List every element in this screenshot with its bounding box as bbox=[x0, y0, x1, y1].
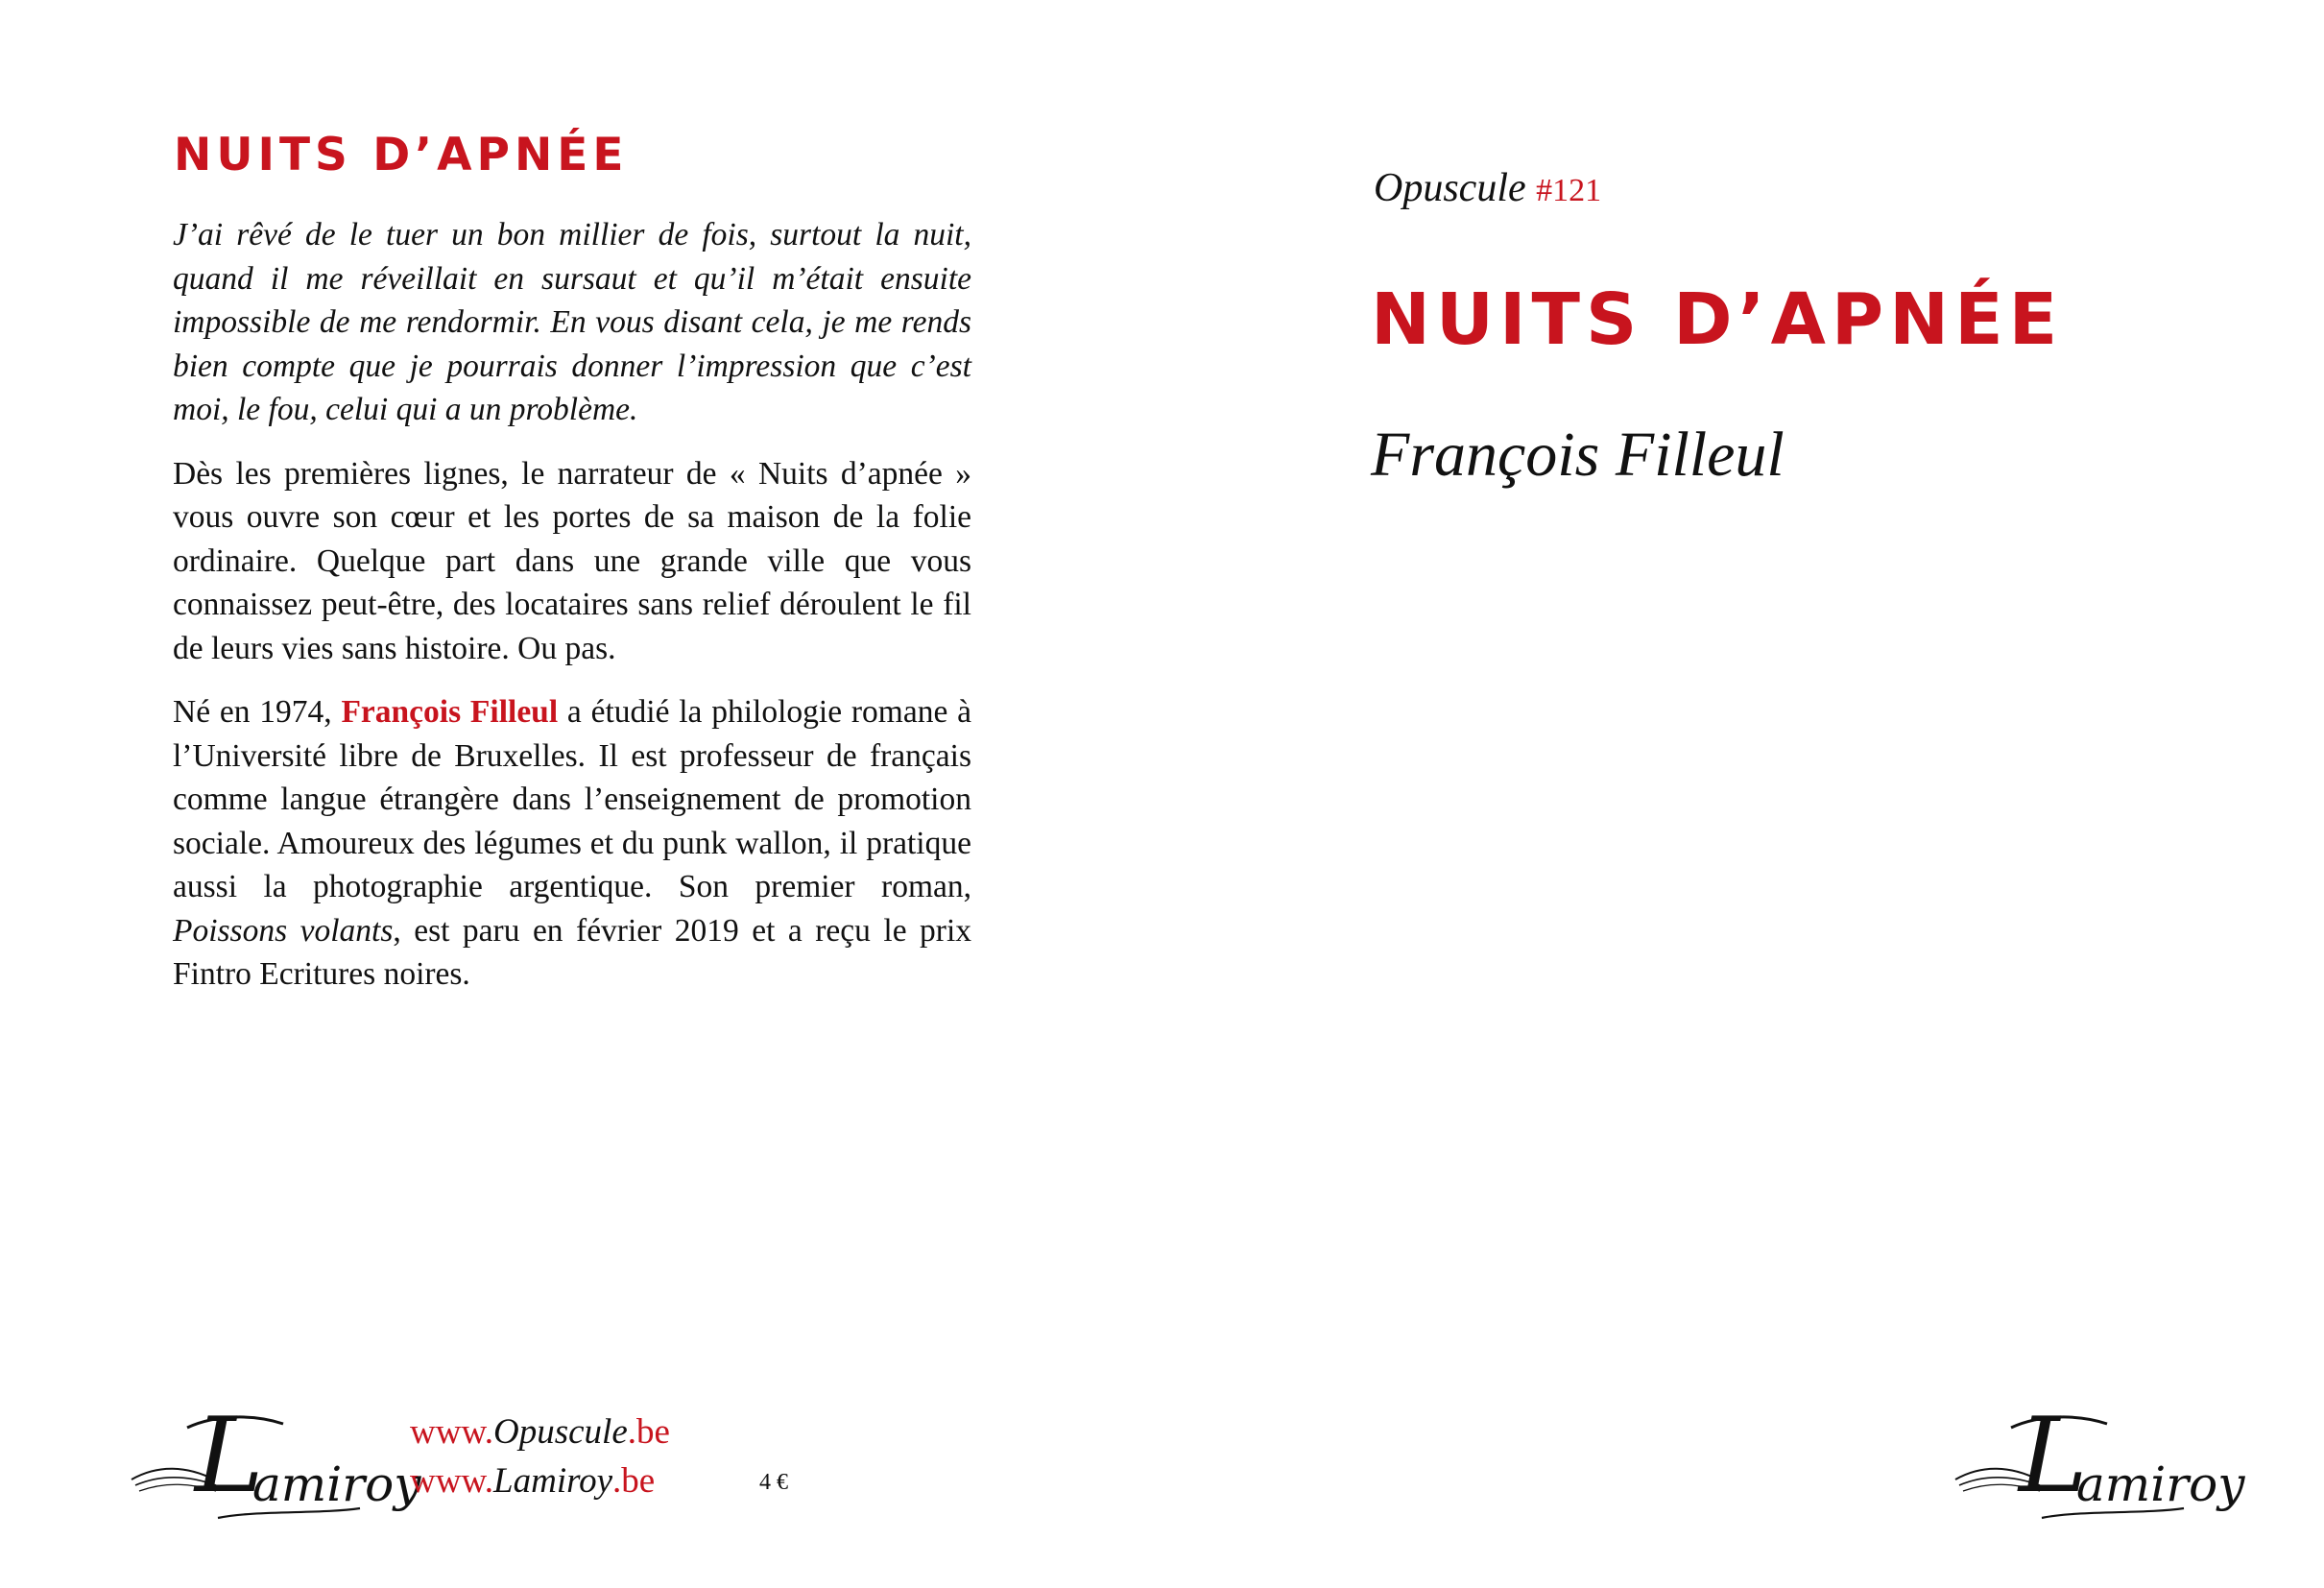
url-prefix: www. bbox=[410, 1412, 494, 1452]
price-label: 4 € bbox=[759, 1470, 788, 1495]
logo-rest: amiroy bbox=[252, 1456, 421, 1512]
bio-text-1: a étudié la philologie romane à l’Université libre de Bruxelles. Il est professeur de français comme langue étrangère dans l’enseignement de promotion sociale. Amoureux des légumes et du punk wallon, il pratique aussi la photographie argentique. Son premier roman, bbox=[173, 694, 971, 904]
logo-initial: L bbox=[2019, 1396, 2088, 1516]
logo-wordmark bbox=[1953, 1396, 2245, 1522]
url-suffix: .be bbox=[612, 1461, 656, 1501]
url-suffix: .be bbox=[627, 1412, 670, 1452]
series-number: #121 bbox=[1536, 173, 1602, 208]
back-cover-text bbox=[173, 213, 971, 1017]
bio-text-2: , est paru en février 2019 et a reçu le prix Fintro Ecritures noires. bbox=[173, 912, 971, 992]
url-lamiroy[interactable] bbox=[410, 1456, 670, 1505]
logo-rest: amiroy bbox=[2076, 1456, 2245, 1512]
website-links bbox=[410, 1408, 670, 1505]
logo-wordmark bbox=[130, 1396, 421, 1522]
logo-initial: L bbox=[195, 1396, 264, 1516]
summary-paragraph: Dès les premières lignes, le narrateur de « Nuits d’apnée » vous ouvre son cœur et les portes de sa maison de la folie ordinaire. Quelque part dans une grande ville que vous connaissez peut-être, des locataires sans relief déroulent le fil de leurs vies sans histoire. Ou pas. bbox=[173, 455, 971, 666]
publisher-logo-front bbox=[1953, 1396, 2245, 1522]
front-cover-title: NUITS D’APNÉE bbox=[1371, 278, 2064, 361]
bio-lead: Né en 1974, bbox=[173, 694, 342, 730]
url-prefix: www. bbox=[410, 1461, 494, 1501]
excerpt-paragraph: J’ai rêvé de le tuer un bon millier de fois, surtout la nuit, quand il me réveillait en sursaut et qu’il m’était ensuite impossible de me rendormir. En vous disant cela, je me rends bien compte que je pourrais donner l’impression que c’est moi, le fou, celui qui a un problème. bbox=[173, 217, 971, 427]
back-cover-title: NUITS D’APNÉE bbox=[174, 129, 629, 181]
bio-author-name: François Filleul bbox=[341, 694, 559, 730]
bio-paragraph bbox=[173, 690, 971, 997]
url-opuscule[interactable] bbox=[410, 1408, 670, 1456]
url-name: Opuscule bbox=[493, 1412, 628, 1452]
series-label bbox=[1374, 168, 1601, 208]
publisher-logo-back bbox=[130, 1396, 421, 1522]
url-name: Lamiroy bbox=[493, 1461, 613, 1501]
front-cover-author: François Filleul bbox=[1371, 420, 1785, 490]
series-name: Opuscule bbox=[1374, 166, 1526, 210]
bio-book-title: Poissons volants bbox=[173, 912, 394, 949]
